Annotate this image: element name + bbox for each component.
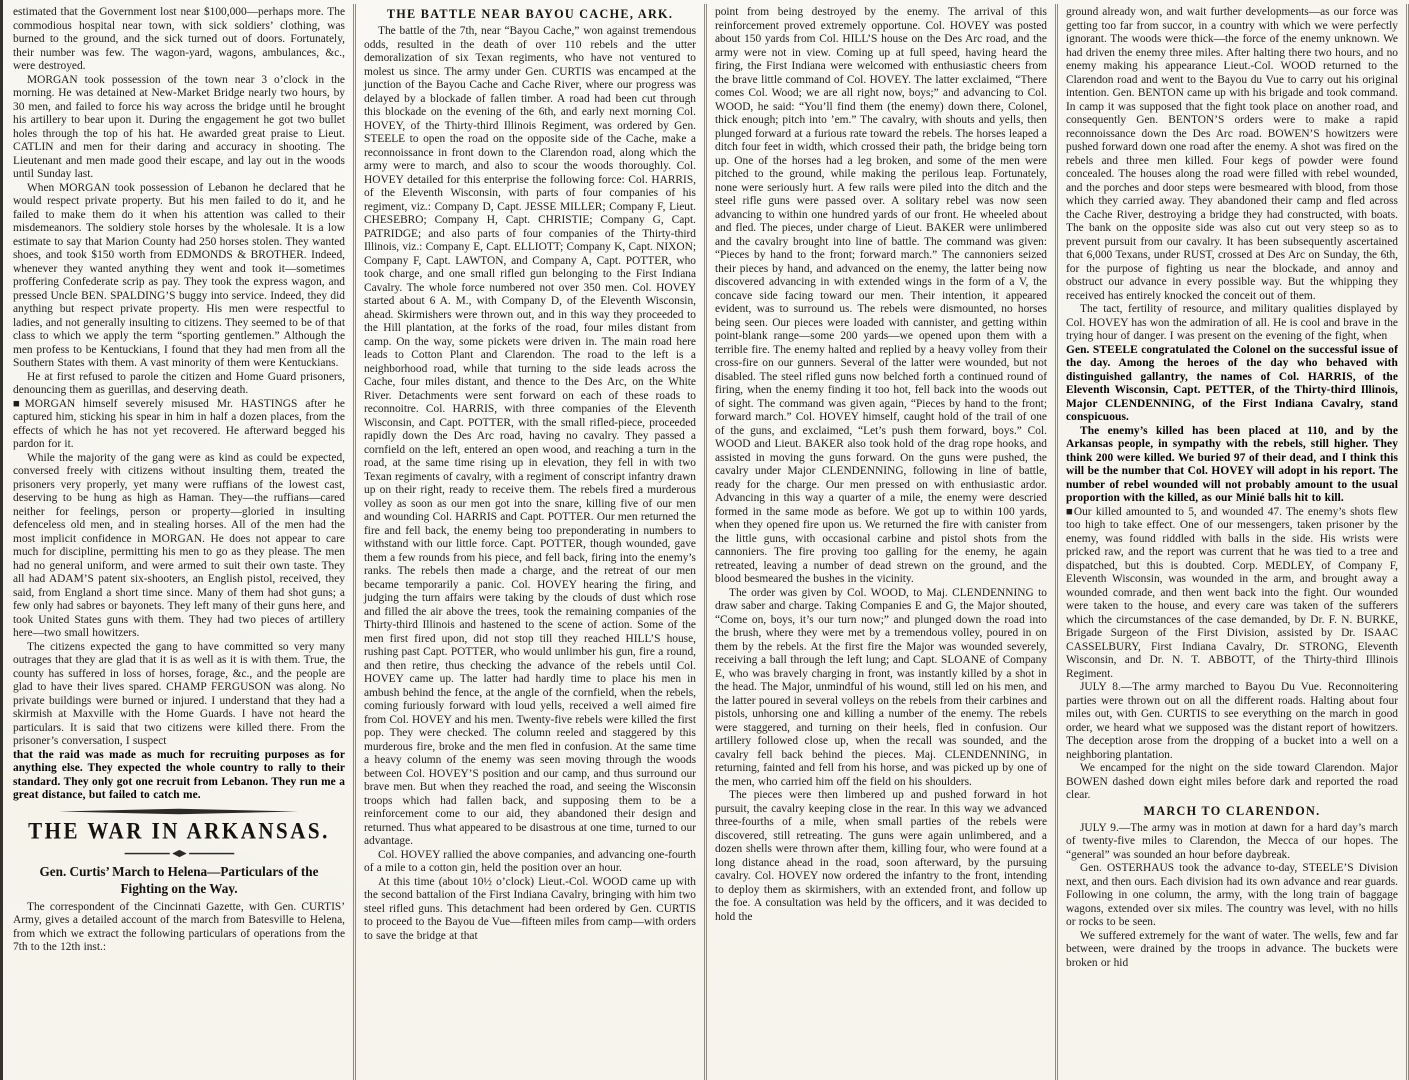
paragraph: We encamped for the night on the side toward Clarendon. Major BOWEN dashed down eight miles before dark and reported the road clear. xyxy=(1066,762,1398,801)
paragraph: When MORGAN took possession of Lebanon he declared that he would respect private property. But his men failed to do it, and he failed to make them do it when his attention was called to their misdemeanors. The soldiery stole horses by the wholesale. It is a low estimate to say that Marion County had 250 horses stolen. They wanted shoes, and took $150 worth from EDMONDS & BROTHER. Indeed, whenever they wanted anything they went and took it—sometimes proffering Confederate scrip as pay. They took the express wagon, and pressed Uncle BEN. SPALDING’S buggy into service. Indeed, they did anything but respect private property. His men were respectful to ladies, and not generally insulting to citizens. They seemed to be of that class to which we apply the term “sporting gentlemen.” Although the men profess to be Kentuckians, I found that they had men from all the Southern States with them. A vast minority of them were Kentuckians. xyxy=(13,181,345,369)
paragraph: ■MORGAN himself severely misused Mr. HASTINGS after he captured him, sticking his spear in him in half a dozen places, from the effects of which he has not yet recovered. He afterward begged his pardon for it. xyxy=(13,397,345,450)
paragraph: point from being destroyed by the enemy. The arrival of this reinforcement proved extremely opportune. Col. HOVEY was posted about 150 yards from Col. HILL’S house on the Des Arc road, and the army were not in view. Coming up at full speed, having heard the firing, the First Indiana were welcomed with enthusiastic cheers from the brave little command of Col. HOVEY. The latter exclaimed, “There comes Col. Wood; we are all right now, boys;” and advancing to Col. WOOD, he said: “You’ll find them (the enemy) down there, Colonel, thick enough; pitch into ’em.” The cavalry, with shouts and yells, then plunged forward at a furious rate toward the rebels. The horses leaped a ditch four feet in width, which crossed their path, the bridge being torn up. One of the horses had a leg broken, and some of the men were pitched to the ground, while making the perilous leap. Fortunately, none were seriously hurt. A few rails were piled into the ditch and the steel rifle guns were passed over. A solitary rebel was now seen advancing to within one hundred yards of our front. He wheeled about and fled. The pieces, under charge of Lieut. BAKER were unlimbered and the cavalry brought into line of battle. The command was given: “Pieces by hand to the front; forward march.” The cannoniers seized their pieces by hand, and advanced on the enemy, the latter being now discovered advancing in with extended wings in the form of a V, the concave side facing toward our men. Their intention, it appeared evident, was to surround us. The rebels were dismounted, no horses being seen. Our pieces were loaded with cannister, and getting within point-blank range—some 200 yards—we opened upon them with a terrible fire. The enemy halted and replied by a heavy volley from their cross-fire on our gunners. Several of the latter were wounded, but not disabled. The steel rifled guns now belched forth a continued round of firing, when the enemy finding it too hot, fell back into the woods out of sight. The command was given again, “Pieces by hand to the front; forward march.” Col. HOVEY himself, caught hold of the trail of one of the guns, and exclaimed, “Let’s push them forward, boys.” Col. WOOD and Lieut. BAKER also took hold of the drag rope hooks, and assisted in moving the guns forward. On the guns were pushed, the cavalry under Major CLENDENNING, following in line of battle, ready for the charge. Our men pressed on with enthusiastic ardor. Advancing in this way a quarter of a mile, the enemy were descried formed in the same mode as before. We got up to within 100 yards, when they opened fire upon us. We returned the fire with canister from the little guns, with occasional carbine and pistol shots from the cannoniers. The fire proving too galling for the enemy, he again retreated, leaving a number of dead strewn on the ground, and the blood besmeared the bushes in the vicinity. xyxy=(715,6,1047,585)
section-headline: THE BATTLE NEAR BAYOU CACHE, ARK. xyxy=(386,7,674,21)
paragraph-emphasized: that the raid was made as much for recruiting purposes as for anything else. They expected the whole country to rally to their standard. They only got one recruit from Lebanon. They run me a great distance, but failed to catch me. xyxy=(13,748,345,801)
paragraph: The correspondent of the Cincinnati Gazette, with Gen. CURTIS’ Army, gives a detailed account of the march from Batesville to Helena, from which we extract the following particulars of operations from the 7th to the 12th inst.: xyxy=(13,900,345,953)
paragraph: The pieces were then limbered up and pushed forward in hot pursuit, the cavalry keeping close in the rear. In this way we advanced three-fourths of a mile, when small parties of the rebels were discovered, still retreating. The guns were again unlimbered, and a dozen shells were thrown after them, killing four, who were found at a long distance ahead in the road, soon afterward, by the pursuing cavalry. Col. HOVEY now ordered the infantry to the front, intending to deploy them as skirmishers, with an extended front, and follow up the foe. A consultation was held by the officers, and it was decided to hold the xyxy=(715,789,1047,923)
paragraph: JULY 8.—The army marched to Bayou Du Vue. Reconnoitering parties were thrown out on all the different roads. Halting about four miles out, with Gen. CURTIS to see everything on the march in good order, we heard what we supposed was the distant report of howitzers. The deception arose from the dropping of a bucket into a well on a neighboring plantation. xyxy=(1066,681,1398,761)
column-2 xyxy=(356,4,707,1080)
paragraph: MORGAN took possession of the town near 3 o’clock in the morning. He was detained at New-Market Bridge nearly two hours, by 30 men, and failed to force his way across the bridge until he brought his artillery to bear upon it. During the engagement he got two bullet holes through the top of his hat. He awarded great praise to Lieut. CATLIN and men for their daring and accuracy in shooting. The Lieutenant and men made good their escape, and lay out in the woods until Sunday last. xyxy=(13,73,345,180)
paragraph: At this time (about 10½ o’clock) Lieut.-Col. WOOD came up with the second battalion of the First Indiana Cavalry, bringing with him two steel rifled guns. This detachment had been ordered by Gen. CURTIS to proceed to the Bayou de Vue—fifteen miles from camp—with orders to save the bridge at that xyxy=(364,875,696,942)
tapered-rule-shape xyxy=(59,808,298,815)
paragraph: Col. HOVEY rallied the above companies, and advancing one-fourth of a mile to a cotton gin, held the position over an hour. xyxy=(364,848,696,874)
paragraph: The order was given by Col. WOOD, to Maj. CLENDENNING to draw saber and charge. Taking Companies E and G, the Major shouted, “Come on, boys, it’s our turn now;” and plunged down the road into the brush, where they were met by a tremendous volley, poured in on them by the rebels. At the first fire the Major was wounded severely, receiving a ball through the left lung; and Capt. SLOANE of Company E, who was bravely charging in front, was instantly killed by a shot in the head. The Major, unmindful of his wound, still led on his men, and the latter poured in several volleys on the rebels from their carbines and pistols, unhorsing one and killing a number of the enemy. The rebels were staggered, and turning on their heels, fled in confusion. Our artillery followed close up, when the recall was sounded, and the cavalry fell back behind the pieces. Maj. CLENDENNING, in returning, fainted and fell from his horse, and was picked up by one of the men, who carried him off the field on his shoulders. xyxy=(715,586,1047,788)
paragraph: ground already won, and wait further developments—as our force was getting too far from succor, in a country with which we were perfectly ignorant. The woods were thick—the force of the enemy unknown. We had driven the enemy three miles. After halting there two hours, and no enemy making his appearance Lieut.-Col. WOOD returned to the Clarendon road and went to the Bayou du Vue to carry out his original intention. Gen. BENTON came up with his brigade and took command. In camp it was supposed that the fight took place on another road, and consequently Gen. BENTON’S orders were to make a rapid reconnoissance down the Des Arc road. BOWEN’S howitzers were pushed forward down one road after the enemy. A shot was fired on the rebels and three men killed. Four kegs of powder were found concealed. The houses along the road were filled with rebel wounded, and the porches and door steps were besmeared with blood, from those which they carried away. They abandoned their camp and fled across the Cache River, destroying a bridge they had constructed, with boats. The bank on the opposite side was also cut out very steep so as to prevent pursuit from our cavalry. It has been subsequently ascertained that 6,000 Texans, under RUST, crossed at Des Arc on Sunday, the 6th, for the purpose of fighting us near the blockade, and annoy and obstruct our advance in every possible way. But the whipping they received has entirely knocked the conceit out of them. xyxy=(1066,6,1398,302)
column-1 xyxy=(5,4,356,1080)
diamond-rule-shape xyxy=(123,849,236,858)
paragraph: The citizens expected the gang to have committed so very many outrages that they are glad that it is as well as it is with them. True, the county has suffered in loss of horses, forage, &c., and the people are glad to have their lives spared. CHAMP FERGUSON was along. No private buildings were burned or injured. I understand that they had a skirmish at Maxville with the Home Guards. I have not heard the particulars. It is said that two citizens were killed there. From the prisoner’s conversation, I suspect xyxy=(13,640,345,747)
section-headline: MARCH TO CLARENDON. xyxy=(1143,803,1321,818)
article-headline: THE WAR IN ARKANSAS. xyxy=(28,817,330,844)
paragraph-emphasized: Gen. STEELE congratulated the Colonel on the successful issue of the day. Among the heroes of the day who behaved with distinguished gallantry, the names of Col. HARRIS, of the Eleventh Wisconsin, Capt. PETTER, of the Thirty-third Illinois, Major CLENDENNING, of the First Indiana Cavalry, stand conspicuous. xyxy=(1066,343,1398,423)
decorative-rule xyxy=(13,849,345,858)
paragraph: While the majority of the gang were as kind as could be expected, conversed freely with citizens without insulting them, treated the prisoners very properly, yet many were ruffians of the lowest cast, deserving to be hung as high as Haman. They—the ruffians—cared neither for feelings, person or property—gloried in insulting defenceless old men, and in stealing horses. All of the men had the most implicit confidence in MORGAN. He does not appear to care much for discipline, permitting his men to go as they please. The men had no general uniform, and were armed to suit their own taste. They all had ADAM’S patent six-shooters, an English pistol, received, they said, from England a short time since. Many of them had shot guns; a few only had sabres or bayonets. They left many of their guns here, and took United States guns with them. They had two pieces of artillery here—two small howitzers. xyxy=(13,451,345,639)
paragraph: The tact, fertility of resource, and military qualities displayed by Col. HOVEY has won the admiration of all. He is cool and brave in the trying hour of danger. I was present on the evening of the fight, when xyxy=(1066,303,1398,342)
paragraph: Gen. OSTERHAUS took the advance to-day, STEELE’S Division next, and then ours. Each division had its own advance and rear guards. Following in one column, the army, with the long train of baggage wagons, extended over six miles. The country was level, with no hills or rocks to be seen. xyxy=(1066,862,1398,928)
article-subhead: Gen. Curtis’ March to Helena—Particulars of the Fighting on the Way. xyxy=(39,863,319,896)
decorative-rule xyxy=(13,808,345,815)
paragraph: JULY 9.—The army was in motion at dawn for a hard day’s march of twenty-five miles to Clarendon, the Mecca of our hopes. The “general” was sounded an hour before daybreak. xyxy=(1066,821,1398,861)
paragraph: We suffered extremely for the want of water. The wells, few and far between, were drained by the troops in advance. The buckets were broken or hid xyxy=(1066,929,1398,969)
paragraph: ■Our killed amounted to 5, and wounded 47. The enemy’s shots flew too high to take effect. One of our messengers, taken prisoner by the enemy, was found riddled with balls in the side. His wrists were pricked raw, and the report was current that he was tied to a tree and dispatched, but this is doubted. Corp. MEDLEY, of Company F, Eleventh Wisconsin, was wounded in the arm, and brought away a wounded comrade, and then went back into the fight. Our wounded were taken to the house, and every care was taken of the sufferers which the circumstances of the case demanded, by Dr. F. N. BURKE, Brigade Surgeon of the First Division, assisted by Dr. ISAAC CASSELBURY, First Indiana Cavalry, Dr. STRONG, Eleventh Wisconsin, and Dr. N. T. ABBOTT, of the Thirty-third Illinois Regiment. xyxy=(1066,505,1398,680)
paragraph: estimated that the Government lost near $100,000—perhaps more. The commodious hospital near town, with sick soldiers’ clothing, was burned to the ground, and the sick turned out of doors. Fortunately, their number was few. The wagon-yard, wagons, ambulances, &c., were destroyed. xyxy=(13,6,345,72)
column-3 xyxy=(707,4,1058,1080)
column-4 xyxy=(1058,4,1409,1080)
paragraph-emphasized: The enemy’s killed has been placed at 110, and by the Arkansas people, in sympathy with the rebels, still higher. They think 200 were killed. We buried 97 of their dead, and I think this will be the number that Col. HOVEY will adopt in his report. The number of rebel wounded will not probably amount to the usual proportion with the killed, as our Minié balls hit to kill. xyxy=(1066,424,1398,504)
paragraph: The battle of the 7th, near “Bayou Cache,” won against tremendous odds, resulted in the death of over 110 rebels and the utter demoralization of six Texan regiments, who have not ventured to molest us since. The army under Gen. CURTIS was encamped at the junction of the Bayou Cache and Cache River, where our progress was delayed by a blockade of fallen timber. A road had been cut through this blockade on the evening of the 6th, and early next morning Col. HOVEY, of the Thirty-third Illinois Regiment, was ordered by Gen. STEELE to open the road on the opposite side of the Cache, make a reconnoissance in front down to the Clarendon road, along which the army were to march, and also to scour the woods thoroughly. Col. HOVEY detailed for this enterprise the following force: Col. HARRIS, of the Eleventh Wisconsin, with parts of four companies of his regiment, viz.: Company D, Capt. JESSE MILLER; Company F, Lieut. CHESEBRO; Company H, Capt. CHRISTIE; Company G, Capt. PATRIDGE; and also parts of four companies of the Thirty-third Illinois, viz.: Company E, Capt. ELLIOTT; Company K, Capt. NIXON; Company F, Capt. LAWTON, and Company A, Capt. POTTER, who took charge, and one small rifled gun belonging to the First Indiana Cavalry. The whole force numbered not over 350 men. Col. HOVEY started about 6 A. M., with Company D, of the Eleventh Wisconsin, ahead. Skirmishers were thrown out, and in this way they proceeded to the Hill plantation, at the forks of the road, four miles distant from camp. On the way, some pickets were driven in. The main road here leads to Cotton Plant and Clarendon. The road to the left is a neighborhood road, while that turning to the side leads across the Cache, four miles distant, and thence to the Des Arc, on the White River. Detachments were sent forward on each of these roads to reconnoitre. Col. HARRIS, with three companies of the Eleventh Wisconsin, and Capt. POTTER, with the small rifled-piece, proceeded rapidly down the Des Arc road, having no cavalry. They passed a cornfield on the left, entered an open wood, and reaching a turn in the road, at the same time rising up in elevation, they fell in with two Texan regiments of cavalry, with a regiment of conscript infantry drawn up on their right, ready to receive them. The rebels fired a murderous volley as soon as our men got into the snare, killing five of our men and wounding Col. HARRIS and Capt. POTTER. Our men returned the fire and fell back, the enemy being too preponderating in numbers to withstand with our little force. Capt. POTTER, though wounded, gave them a few rounds from his piece, and fell back, firing into the enemy’s ranks. The rebels then made a charge, and the retreat of our men became temporarily a panic. Col. HOVEY hearing the firing, and judging the turn affairs were taking by the clouds of dust which rose and filled the air above the trees, took the remaining companies of the Thirty-third Illinois and hastened to the scene of action. Some of the men first fired upon, did not stop till they reached HILL’S house, rushing past Capt. POTTER, who would unlimber his gun, fire a round, and then retire, thus checking the advance of the rebels until Col. HOVEY came up. The latter had hardly time to place his men in ambush behind the fence, at the angle of the cornfield, when the rebels, coming furiously forward with loud yells, received a well aimed fire from Col. HOVEY and his men. Twenty-five rebels were killed the first pop. They were checked. The column reeled and staggered by this murderous fire, broke and the men fled in confusion. At the same time a heavy column of the enemy was seen moving through the woods between Col. HOVEY’S position and our camp, and thus surround our brave men. But when they reached the road, and seeing the Wisconsin troops which had fallen back, and supposing them to be a reinforcement come to our aid, they abandoned their design and returned. Thus what appeared to be disastrous at one time, turned to our advantage. xyxy=(364,25,696,847)
paragraph: He at first refused to parole the citizen and Home Guard prisoners, denouncing them as guerillas, and deserving death. xyxy=(13,370,345,396)
